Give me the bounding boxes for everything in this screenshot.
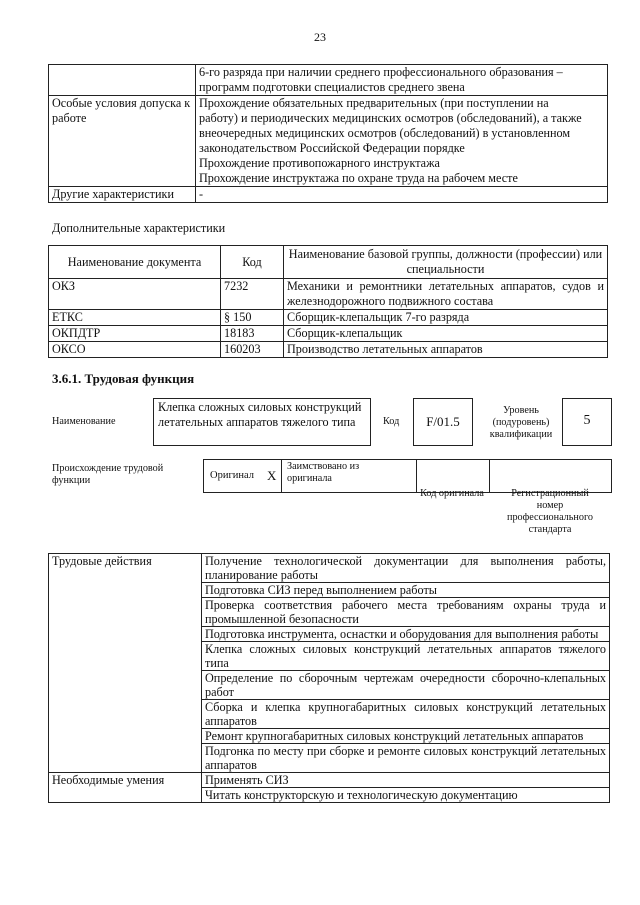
table-row <box>49 773 610 788</box>
table-row <box>49 65 608 96</box>
action-item: Подготовка СИЗ перед выполнением работы <box>202 583 610 598</box>
skill-item: Читать конструкторскую и технологическую документацию <box>202 788 610 803</box>
row-label: Другие характеристики <box>49 187 196 203</box>
registration-caption: Регистрационный номер профессионального стандарта <box>507 488 593 535</box>
column-header: Наименование базовой группы, должности (профессии) или специальности <box>284 246 608 279</box>
table-cell: Механики и ремонтники летательных аппаратов, судов и железнодорожного подвижного состава <box>284 279 608 310</box>
level-value: 5 <box>583 413 591 428</box>
row-value <box>196 187 608 203</box>
actions-label: Трудовые действия <box>49 554 202 773</box>
function-code-box <box>413 398 473 446</box>
table-row <box>49 310 608 326</box>
table-row <box>49 342 608 358</box>
skill-item: Применять СИЗ <box>202 773 610 788</box>
original-box <box>203 459 282 493</box>
action-item: Ремонт крупногабаритных силовых конструкций летательных аппаратов <box>202 729 610 744</box>
origin-label: Происхождение трудовой функции <box>52 463 164 486</box>
borrowed-box <box>281 459 417 493</box>
row-line: законодательством Российской Федерации порядке <box>199 141 465 155</box>
labor-actions-table <box>48 553 610 803</box>
borrowed-label: Заимствовано из оригинала <box>287 461 360 484</box>
name-label: Наименование <box>52 416 116 427</box>
table-cell: 7232 <box>221 279 284 310</box>
level-label: Уровень (подуровень) квалификации <box>489 405 553 440</box>
table-row <box>49 279 608 310</box>
row-line: Прохождение противопожарного инструктажа <box>199 156 440 170</box>
table-row <box>49 326 608 342</box>
row-line: программ подготовки специалистов среднего звена <box>199 80 465 94</box>
action-item: Сборка и клепка крупногабаритных силовых конструкций летательных аппаратов <box>202 700 610 729</box>
row-value <box>196 96 608 187</box>
skills-label: Необходимые умения <box>49 773 202 803</box>
row-line: внеочередных медицинских осмотров (обследований) в установленном <box>199 126 571 140</box>
original-mark: X <box>267 468 277 483</box>
function-name: Клепка сложных силовых конструкций летательных аппаратов тяжелого типа <box>158 400 362 429</box>
table-cell: ОКСО <box>49 342 221 358</box>
table-cell: 160203 <box>221 342 284 358</box>
action-item: Подготовка инструмента, оснастки и оборудования для выполнения работы <box>202 627 610 642</box>
table-cell: 18183 <box>221 326 284 342</box>
additional-characteristics-table <box>48 245 608 358</box>
table-cell: § 150 <box>221 310 284 326</box>
code-label: Код <box>383 416 400 427</box>
column-header: Наименование документа <box>49 246 221 279</box>
function-name-box <box>153 398 371 446</box>
action-item: Определение по сборочным чертежам очередности сборочно-клепальных работ <box>202 671 610 700</box>
row-line: Прохождение обязательных предварительных (при поступлении на <box>199 96 549 110</box>
table-cell: ЕТКС <box>49 310 221 326</box>
original-label: Оригинал <box>210 470 254 481</box>
table-cell: ОКПДТР <box>49 326 221 342</box>
function-code: F/01.5 <box>426 414 460 429</box>
table-row <box>49 187 608 203</box>
row-label <box>49 65 196 96</box>
qualification-requirements-table <box>48 64 608 203</box>
action-item: Проверка соответствия рабочего места требованиям охраны труда и промышленной безопасности <box>202 598 610 627</box>
table-cell: Сборщик-клепальщик <box>284 326 608 342</box>
section-title: 3.6.1. Трудовая функция <box>52 371 195 386</box>
table-cell: ОКЗ <box>49 279 221 310</box>
row-line: - <box>199 187 204 201</box>
row-label: Особые условия допуска к работе <box>49 96 196 187</box>
code-caption: Код оригинала <box>420 488 484 499</box>
table-row <box>49 554 610 583</box>
column-header: Код <box>221 246 284 279</box>
action-item: Клепка сложных силовых конструкций летательных аппаратов тяжелого типа <box>202 642 610 671</box>
additional-characteristics-title: Дополнительные характеристики <box>52 221 226 235</box>
row-line: Прохождение инструктажа по охране труда на рабочем месте <box>199 171 518 185</box>
row-value <box>196 65 608 96</box>
row-line: работу) и периодических медицинских осмотров (обследований), а также <box>199 111 582 125</box>
table-row <box>49 96 608 187</box>
table-cell: Производство летательных аппаратов <box>284 342 608 358</box>
page-number: 23 <box>314 30 326 44</box>
level-box <box>562 398 612 446</box>
action-item: Подгонка по месту при сборке и ремонте силовых конструкций летательных аппаратов <box>202 744 610 773</box>
action-item: Получение технологической документации для выполнения работы, планирование работы <box>202 554 610 583</box>
row-line: 6-го разряда при наличии среднего профессионального образования – <box>199 65 563 79</box>
table-header-row <box>49 246 608 279</box>
table-cell: Сборщик-клепальщик 7-го разряда <box>284 310 608 326</box>
